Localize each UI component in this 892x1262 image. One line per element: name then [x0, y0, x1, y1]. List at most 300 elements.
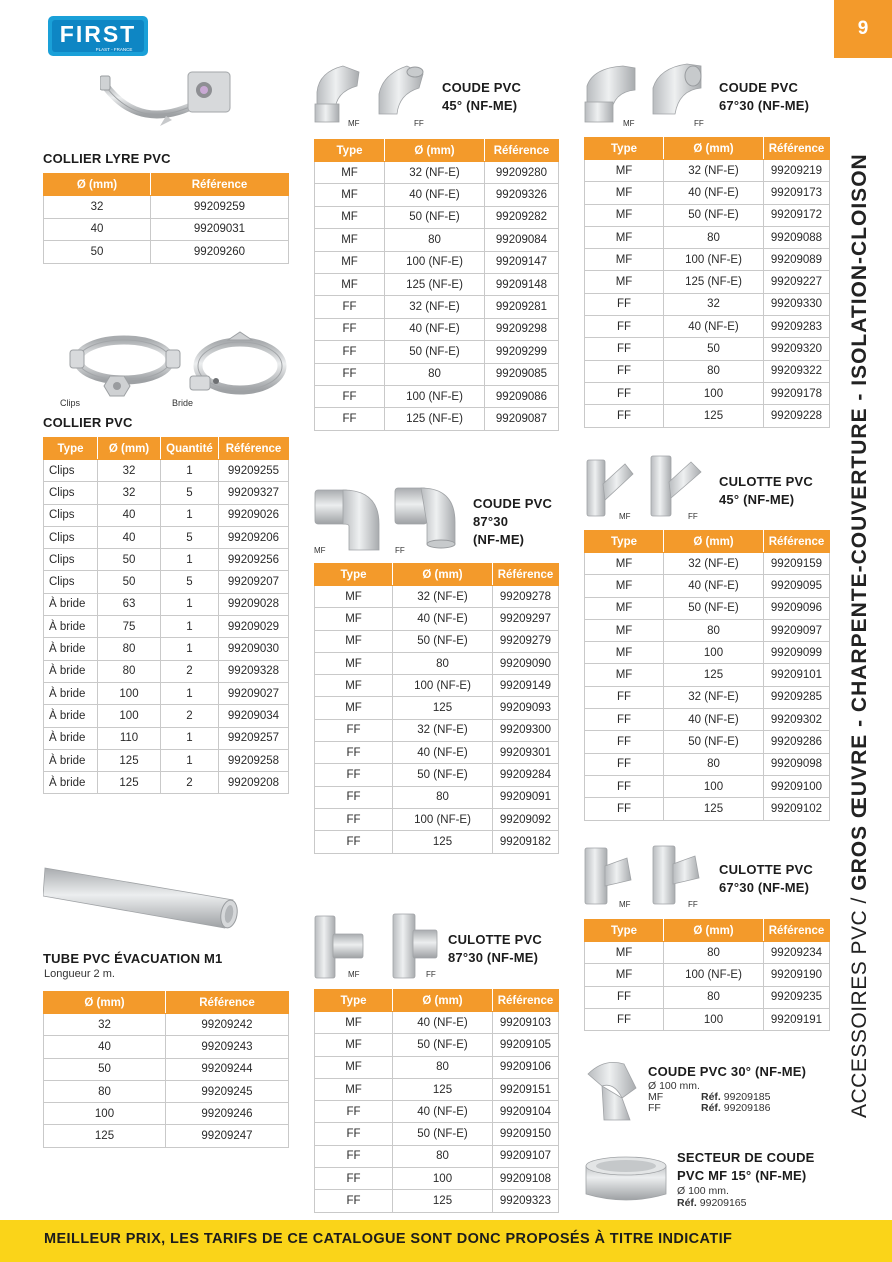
image-caption-clips: Clips [60, 398, 81, 408]
ref-label: Réf. [701, 1102, 721, 1114]
table-row [585, 964, 830, 986]
coude-30-ref-ff [648, 1103, 828, 1114]
table-cell: FF [585, 986, 664, 1008]
table-cell: 50 (NF-E) [393, 764, 493, 786]
table-cell: 1 [161, 727, 219, 749]
table-cell: MF [585, 964, 664, 986]
table-row [585, 986, 830, 1008]
table-row [315, 1078, 559, 1100]
table-cell: FF [315, 1145, 393, 1167]
table-row [315, 341, 559, 363]
table-cell: 50 (NF-E) [393, 630, 493, 652]
table-cell: 125 (NF-E) [385, 408, 485, 430]
section-title-bold: GROS ŒUVRE - CHARPENTE-COUVERTURE - ISOLATION-CLOISON [848, 153, 871, 891]
table-cell: 32 [664, 293, 764, 315]
table-cell: 99209246 [166, 1103, 289, 1125]
table-row [44, 1125, 289, 1147]
caption-ff: FF [414, 119, 424, 128]
table-cell: FF [585, 753, 664, 775]
col-header: Ø (mm) [664, 531, 764, 553]
coude-67-title-line2: 67°30 (NF-ME) [719, 98, 810, 113]
col-header: Type [315, 140, 385, 162]
table-cell: FF [315, 1168, 393, 1190]
table-cell: 1 [161, 682, 219, 704]
table-cell: 80 [664, 942, 764, 964]
table-cell: 32 [44, 196, 151, 219]
table-cell: 125 [98, 749, 161, 771]
table-cell: 110 [98, 727, 161, 749]
table-cell: 99209096 [764, 597, 830, 619]
table-cell: FF [315, 318, 385, 340]
table-cell: 50 [664, 338, 764, 360]
table-cell: 99209087 [485, 408, 559, 430]
col-header: Référence [764, 138, 830, 160]
coude-87-table [314, 563, 559, 854]
table-cell: 99209227 [764, 271, 830, 293]
caption-mf: MF [619, 900, 631, 909]
table-cell: 99209172 [764, 204, 830, 226]
table-cell: 1 [161, 549, 219, 571]
table-cell: 99209150 [493, 1123, 559, 1145]
collier-pvc-images [62, 330, 302, 408]
table-cell: FF [585, 382, 664, 404]
table-row [44, 772, 289, 794]
table-cell: 99209206 [219, 526, 289, 548]
table-cell: 99209328 [219, 660, 289, 682]
col-header: Quantité [161, 438, 219, 460]
table-cell: 99209031 [151, 218, 289, 241]
table-cell: 99209258 [219, 749, 289, 771]
table-cell: MF [585, 553, 664, 575]
table-cell: 100 (NF-E) [393, 675, 493, 697]
table-cell: 1 [161, 638, 219, 660]
table-row [585, 575, 830, 597]
table-cell: FF [315, 341, 385, 363]
coude-45-title-line1: COUDE PVC [442, 80, 522, 95]
table-cell: 40 (NF-E) [393, 1012, 493, 1034]
secteur-15-image [582, 1150, 670, 1208]
table-cell: FF [315, 831, 393, 853]
table-cell: 32 (NF-E) [664, 686, 764, 708]
table-cell: FF [315, 742, 393, 764]
table-row [585, 316, 830, 338]
table-cell: MF [585, 942, 664, 964]
table-cell: 80 [664, 619, 764, 641]
table-cell: 99209330 [764, 293, 830, 315]
table-row [315, 251, 559, 273]
table-cell: FF [315, 408, 385, 430]
table-cell: 40 (NF-E) [385, 318, 485, 340]
table-cell: 99209086 [485, 385, 559, 407]
collier-pvc-table [43, 437, 289, 794]
table-cell: MF [315, 229, 385, 251]
table-row [44, 460, 289, 482]
table-row [315, 162, 559, 184]
table-row [44, 218, 289, 241]
caption-mf: MF [623, 119, 635, 128]
ref-type: MF [648, 1091, 664, 1103]
table-cell: 99209299 [485, 341, 559, 363]
table-cell: 99209323 [493, 1190, 559, 1212]
table-cell: À bride [44, 593, 98, 615]
table-cell: 99209034 [219, 705, 289, 727]
table-cell: 99209097 [764, 619, 830, 641]
table-cell: 100 [664, 382, 764, 404]
table-cell: 99209151 [493, 1078, 559, 1100]
ref-value: 99209165 [699, 1197, 747, 1209]
coude-87-title-line3: (NF-ME) [473, 532, 525, 547]
footer-disclaimer: MEILLEUR PRIX, LES TARIFS DE CE CATALOGUE SONT DONC PROPOSÉS À TITRE INDICATIF [44, 1231, 733, 1247]
secteur-title-line1: SECTEUR DE COUDE [677, 1150, 815, 1165]
table-cell: À bride [44, 616, 98, 638]
coude-30-image [584, 1056, 640, 1124]
table-cell: 2 [161, 772, 219, 794]
table-cell: 5 [161, 482, 219, 504]
table-cell: 99209093 [493, 697, 559, 719]
table-cell: 99209228 [764, 405, 830, 427]
tube-title: TUBE PVC ÉVACUATION M1 [43, 951, 223, 966]
table-cell: 99209147 [485, 251, 559, 273]
table-cell: 100 [44, 1103, 166, 1125]
table-cell: 99209300 [493, 719, 559, 741]
table-cell: 1 [161, 616, 219, 638]
table-cell: 99209089 [764, 249, 830, 271]
col-header: Référence [219, 438, 289, 460]
col-header: Référence [151, 174, 289, 196]
table-cell: 1 [161, 460, 219, 482]
image-caption-bride: Bride [172, 398, 194, 408]
table-cell: 1 [161, 593, 219, 615]
table-cell: 99209190 [764, 964, 830, 986]
table-cell: 99209108 [493, 1168, 559, 1190]
table-cell: 125 (NF-E) [664, 271, 764, 293]
table-cell: 99209100 [764, 775, 830, 797]
table-row [315, 273, 559, 295]
table-cell: 99209178 [764, 382, 830, 404]
table-cell: 32 (NF-E) [385, 162, 485, 184]
culotte-87-table [314, 989, 559, 1213]
section-vertical-title [848, 58, 872, 1118]
table-row [44, 1103, 289, 1125]
table-cell: FF [585, 798, 664, 820]
table-cell: 99209327 [219, 482, 289, 504]
table-cell: 99209159 [764, 553, 830, 575]
caption-mf: MF [348, 119, 360, 128]
table-cell: 100 [98, 682, 161, 704]
table-row [585, 664, 830, 686]
table-cell: 99209026 [219, 504, 289, 526]
table-row [315, 764, 559, 786]
col-header: Référence [764, 531, 830, 553]
table-cell: 2 [161, 660, 219, 682]
caption-mf: MF [619, 512, 631, 521]
table-row [44, 1058, 289, 1080]
col-header: Type [315, 564, 393, 586]
table-cell: 50 (NF-E) [385, 341, 485, 363]
table-row [315, 586, 559, 608]
table-cell: 32 (NF-E) [664, 160, 764, 182]
table-row [315, 608, 559, 630]
table-cell: 99209105 [493, 1034, 559, 1056]
table-cell: 32 (NF-E) [393, 586, 493, 608]
table-row [315, 1101, 559, 1123]
table-row [315, 786, 559, 808]
table-cell: Clips [44, 571, 98, 593]
coude-67-table [584, 137, 830, 428]
table-row [585, 553, 830, 575]
col-header: Ø (mm) [385, 140, 485, 162]
table-cell: MF [585, 642, 664, 664]
table-cell: MF [585, 204, 664, 226]
table-row [44, 196, 289, 219]
caption-ff: FF [688, 512, 698, 521]
table-cell: 125 [393, 1190, 493, 1212]
table-cell: 100 (NF-E) [664, 964, 764, 986]
col-header: Référence [493, 990, 559, 1012]
table-cell: À bride [44, 660, 98, 682]
table-row [315, 697, 559, 719]
table-cell: 99209207 [219, 571, 289, 593]
table-row [585, 686, 830, 708]
collier-lyre-title: COLLIER LYRE PVC [43, 151, 171, 166]
caption-ff: FF [694, 119, 704, 128]
table-cell: 80 [393, 1056, 493, 1078]
secteur-title-line2: PVC MF 15° (NF-ME) [677, 1168, 807, 1183]
table-cell: 99209095 [764, 575, 830, 597]
table-cell: FF [315, 363, 385, 385]
table-cell: 99209298 [485, 318, 559, 340]
ref-value: 99209186 [723, 1102, 771, 1114]
table-cell: 125 [664, 405, 764, 427]
table-cell: 50 [44, 1058, 166, 1080]
table-cell: 99209091 [493, 786, 559, 808]
table-cell: 99209102 [764, 798, 830, 820]
table-cell: FF [585, 775, 664, 797]
table-cell: MF [585, 182, 664, 204]
table-cell: MF [315, 630, 393, 652]
table-cell: MF [585, 575, 664, 597]
coude-87-image [313, 486, 463, 556]
table-cell: 99209149 [493, 675, 559, 697]
table-row [315, 1168, 559, 1190]
table-cell: 32 [98, 460, 161, 482]
table-row [315, 831, 559, 853]
table-row [44, 727, 289, 749]
table-row [315, 385, 559, 407]
table-row [44, 571, 289, 593]
table-row [315, 1190, 559, 1212]
section-title-light: ACCESSOIRES PVC / [848, 890, 871, 1118]
table-cell: 80 [393, 786, 493, 808]
table-cell: À bride [44, 682, 98, 704]
table-cell: 32 [98, 482, 161, 504]
table-row [315, 1123, 559, 1145]
table-cell: MF [315, 586, 393, 608]
table-cell: 50 [98, 549, 161, 571]
table-row [44, 1036, 289, 1058]
table-cell: 100 [664, 1008, 764, 1030]
table-cell: MF [315, 162, 385, 184]
caption-mf: MF [348, 970, 360, 979]
caption-ff: FF [688, 900, 698, 909]
caption-mf: MF [314, 546, 326, 555]
culotte-67-title-line2: 67°30 (NF-ME) [719, 880, 810, 895]
table-cell: 99209099 [764, 642, 830, 664]
table-cell: 80 [98, 638, 161, 660]
table-row [585, 731, 830, 753]
table-cell: 50 (NF-E) [664, 204, 764, 226]
table-cell: FF [585, 405, 664, 427]
table-row [315, 363, 559, 385]
table-row [44, 241, 289, 264]
table-cell: 40 [44, 1036, 166, 1058]
table-cell: 99209242 [166, 1014, 289, 1036]
table-row [315, 652, 559, 674]
table-cell: 99209244 [166, 1058, 289, 1080]
coude-67-title-line1: COUDE PVC [719, 80, 799, 95]
table-row [44, 549, 289, 571]
table-cell: 125 (NF-E) [385, 273, 485, 295]
culotte-45-title-line2: 45° (NF-ME) [719, 492, 795, 507]
table-cell: 99209260 [151, 241, 289, 264]
table-cell: MF [585, 619, 664, 641]
culotte-67-title-line1: CULOTTE PVC [719, 862, 813, 877]
table-cell: 100 [393, 1168, 493, 1190]
table-cell: FF [315, 764, 393, 786]
table-cell: MF [585, 664, 664, 686]
col-header: Ø (mm) [98, 438, 161, 460]
table-cell: 40 (NF-E) [664, 575, 764, 597]
table-cell: 75 [98, 616, 161, 638]
table-cell: 99209104 [493, 1101, 559, 1123]
table-row [44, 504, 289, 526]
col-header: Ø (mm) [393, 990, 493, 1012]
table-row [315, 630, 559, 652]
table-cell: FF [315, 385, 385, 407]
brand-tagline: PLAST - FRANCE [95, 47, 133, 52]
table-cell: 99209322 [764, 360, 830, 382]
ref-type: FF [648, 1102, 661, 1114]
table-row [585, 293, 830, 315]
coude-30-diameter: Ø 100 mm. [648, 1080, 700, 1092]
table-cell: MF [585, 226, 664, 248]
tube-image [43, 862, 243, 932]
table-cell: 99209281 [485, 296, 559, 318]
table-cell: 50 (NF-E) [393, 1034, 493, 1056]
table-row [315, 1034, 559, 1056]
collier-pvc-title: COLLIER PVC [43, 415, 133, 430]
col-header: Type [585, 138, 664, 160]
table-cell: À bride [44, 772, 98, 794]
table-cell: 50 [44, 241, 151, 264]
table-cell: 99209219 [764, 160, 830, 182]
table-row [315, 206, 559, 228]
table-cell: 125 [393, 1078, 493, 1100]
table-cell: 99209148 [485, 273, 559, 295]
table-cell: 99209029 [219, 616, 289, 638]
table-cell: 40 (NF-E) [393, 742, 493, 764]
table-row [44, 660, 289, 682]
table-cell: 40 (NF-E) [393, 608, 493, 630]
table-cell: 100 (NF-E) [385, 251, 485, 273]
table-row [44, 1080, 289, 1102]
table-row [585, 338, 830, 360]
table-cell: 99209247 [166, 1125, 289, 1147]
table-cell: 80 [664, 360, 764, 382]
table-cell: 5 [161, 571, 219, 593]
coude-45-table [314, 139, 559, 431]
table-cell: FF [315, 1190, 393, 1212]
table-cell: 80 [385, 363, 485, 385]
table-cell: 5 [161, 526, 219, 548]
table-cell: 99209030 [219, 638, 289, 660]
table-cell: 99209085 [485, 363, 559, 385]
col-header: Ø (mm) [664, 920, 764, 942]
table-cell: 80 [664, 226, 764, 248]
brand-name: FIRST [59, 21, 137, 47]
table-row [315, 1145, 559, 1167]
table-cell: 125 [393, 831, 493, 853]
col-header: Ø (mm) [664, 138, 764, 160]
table-row [585, 942, 830, 964]
table-cell: 99209245 [166, 1080, 289, 1102]
table-cell: MF [315, 251, 385, 273]
table-cell: FF [315, 1123, 393, 1145]
table-row [315, 1056, 559, 1078]
table-cell: MF [315, 184, 385, 206]
col-header: Ø (mm) [44, 992, 166, 1014]
ref-label: Réf. [677, 1197, 697, 1209]
table-row [44, 638, 289, 660]
table-cell: 40 (NF-E) [664, 316, 764, 338]
culotte-67-table [584, 919, 830, 1031]
table-cell: 80 [664, 986, 764, 1008]
table-cell: Clips [44, 549, 98, 571]
culotte-45-title-line1: CULOTTE PVC [719, 474, 813, 489]
table-cell: 99209326 [485, 184, 559, 206]
table-cell: 32 (NF-E) [393, 719, 493, 741]
table-cell: 32 (NF-E) [385, 296, 485, 318]
table-cell: 99209297 [493, 608, 559, 630]
table-cell: 50 [98, 571, 161, 593]
table-row [315, 808, 559, 830]
table-cell: 125 [393, 697, 493, 719]
table-cell: À bride [44, 705, 98, 727]
table-cell: 125 [664, 664, 764, 686]
table-cell: 100 [664, 775, 764, 797]
table-cell: 99209103 [493, 1012, 559, 1034]
table-cell: 99209243 [166, 1036, 289, 1058]
table-cell: 99209282 [485, 206, 559, 228]
table-cell: 63 [98, 593, 161, 615]
table-cell: 32 [44, 1014, 166, 1036]
page-number: 9 [834, 0, 892, 58]
caption-ff: FF [426, 970, 436, 979]
table-cell: 99209027 [219, 682, 289, 704]
table-cell: 99209090 [493, 652, 559, 674]
table-cell: 99209173 [764, 182, 830, 204]
table-cell: FF [585, 686, 664, 708]
table-cell: 40 (NF-E) [385, 184, 485, 206]
table-row [585, 226, 830, 248]
culotte-87-image [313, 912, 443, 980]
table-cell: Clips [44, 482, 98, 504]
table-cell: 99209256 [219, 549, 289, 571]
table-cell: 40 [98, 504, 161, 526]
table-cell: 100 (NF-E) [664, 249, 764, 271]
table-row [315, 408, 559, 430]
col-header: Type [44, 438, 98, 460]
